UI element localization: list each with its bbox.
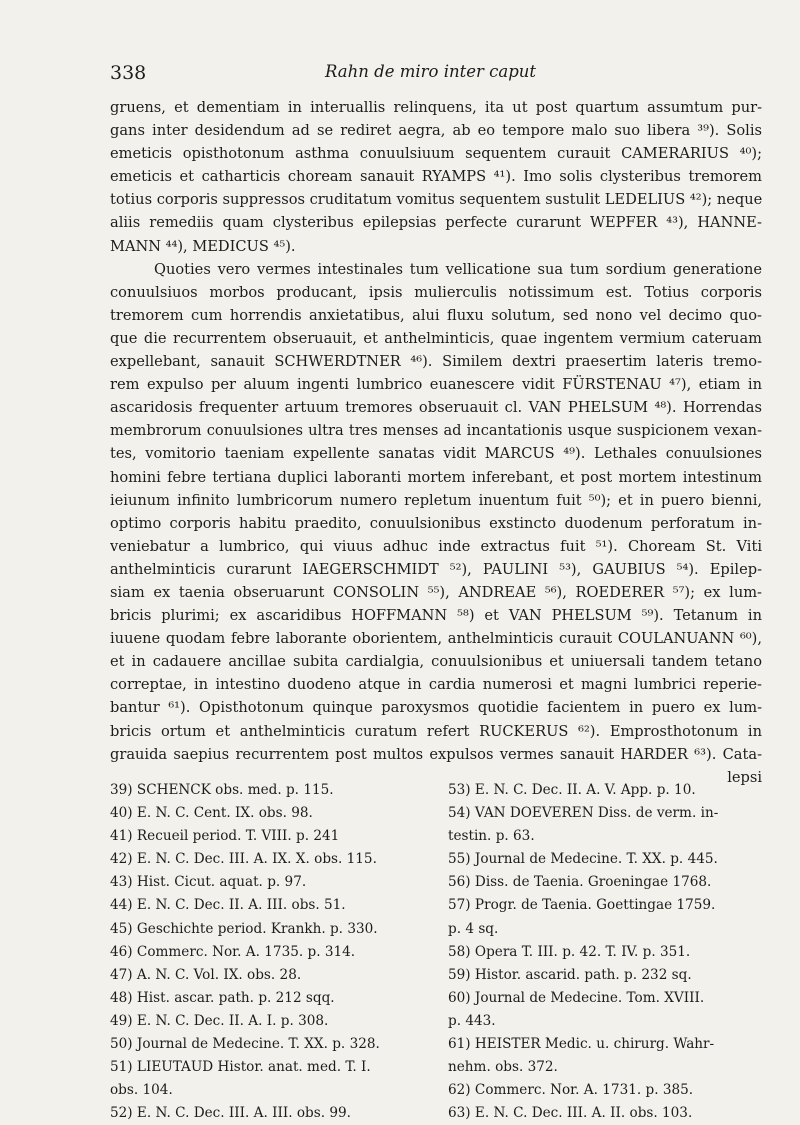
footnote: 51) LIEUTAUD Histor. anat. med. T. I.: [110, 1059, 371, 1076]
text-line: bricis plurimi; ex ascaridibus HOFFMANN ⁵⁸) et VAN PHELSUM ⁵⁹). Tetanum in: [110, 607, 762, 625]
page-header: [110, 62, 760, 92]
footnotes-left-column: [110, 779, 428, 1125]
text-line: expellebant, sanauit SCHWERDTNER ⁴⁶). Similem dextri praesertim lateris tremo-: [110, 353, 762, 371]
text-line: et in cadauere ancillae subita cardialgia, conuulsionibus et uniuersali tandem tetano: [110, 653, 762, 671]
footnote: 60) Journal de Medecine. Tom. XVIII.: [448, 989, 705, 1006]
footnote: testin. p. 63.: [448, 828, 535, 845]
footnote: 45) Geschichte period. Krankh. p. 330.: [110, 920, 378, 937]
footnote: 53) E. N. C. Dec. II. A. V. App. p. 10.: [448, 782, 696, 798]
running-title: Rahn de miro inter caput: [325, 62, 537, 81]
footnote: 54) VAN DOEVEREN Diss. de verm. in-: [448, 805, 719, 822]
footnote: 46) Commerc. Nor. A. 1735. p. 314.: [110, 943, 356, 960]
footnote: 48) Hist. ascar. path. p. 212 sqq.: [110, 989, 335, 1006]
footnote: 62) Commerc. Nor. A. 1731. p. 385.: [448, 1082, 694, 1099]
page-number: 338: [110, 62, 147, 84]
footnote: 59) Histor. ascarid. path. p. 232 sq.: [448, 966, 692, 983]
text-line: conuulsiuos morbos producant, ipsis mulierculis notissimum est. Totius corporis: [110, 283, 762, 301]
text-line: membrorum conuulsiones ultra tres menses ad incantationis usque suspicionem vexan-: [110, 422, 762, 440]
text-line: optimo corporis habitu praedito, conuulsionibus exstincto duodenum perforatum in-: [110, 514, 762, 532]
text-line: bricis ortum et anthelminticis curatum refert RUCKERUS ⁶²). Emprosthotonum in: [110, 722, 762, 740]
text-line: ieiunum infinito lumbricorum numero repletum inuentum fuit ⁵⁰); et in puero bienni,: [110, 491, 762, 509]
main-text: [110, 96, 762, 789]
footnote: 47) A. N. C. Vol. IX. obs. 28.: [110, 966, 302, 983]
footnote: 61) HEISTER Medic. u. chirurg. Wahr-: [448, 1036, 715, 1053]
text-line: MANN ⁴⁴), MEDICUS ⁴⁵).: [110, 237, 296, 255]
footnote: 52) E. N. C. Dec. III. A. III. obs. 99.: [110, 1105, 351, 1122]
text-line: grauida saepius recurrentem post multos expulsos vermes sanauit HARDER ⁶³). Cata-: [110, 745, 762, 763]
footnote: 56) Diss. de Taenia. Groeningae 1768.: [448, 874, 712, 891]
footnote: 40) E. N. C. Cent. IX. obs. 98.: [110, 805, 313, 822]
footnote: 43) Hist. Cicut. aquat. p. 97.: [110, 874, 307, 891]
footnote: p. 443.: [448, 1012, 496, 1029]
footnote: 58) Opera T. III. p. 42. T. IV. p. 351.: [448, 943, 691, 960]
text-line: ascaridosis frequenter artuum tremores obseruauit cl. VAN PHELSUM ⁴⁸). Horrendas: [110, 399, 762, 417]
footnote: 41) Recueil period. T. VIII. p. 241: [110, 828, 340, 845]
text-line: homini febre tertiana duplici laboranti mortem inferebant, et post mortem intestinum: [110, 468, 762, 486]
text-line: aliis remediis quam clysteribus epilepsias perfecte curarunt WEPFER ⁴³), HANNE-: [110, 214, 762, 232]
footnote: 39) SCHENCK obs. med. p. 115.: [110, 782, 334, 798]
text-line: correptae, in intestino duodeno atque in cardia numerosi et magni lumbrici reperie-: [110, 676, 762, 694]
text-line: iuuene quodam febre laborante oborientem, anthelminticis curauit COULANUANN ⁶⁰),: [110, 630, 762, 648]
footnote: obs. 104.: [110, 1082, 173, 1099]
text-line: veniebatur a lumbrico, qui viuus adhuc inde extractus fuit ⁵¹). Choream St. Viti: [110, 537, 762, 555]
text-line: Quoties vero vermes intestinales tum vellicatione sua tum sordium generatione: [154, 260, 762, 278]
footnote: 63) E. N. C. Dec. III. A. II. obs. 103.: [448, 1105, 693, 1122]
text-line: emeticis et catharticis choream sanauit RYAMPS ⁴¹). Imo solis clysteribus tremorem: [110, 168, 762, 186]
catchword: lepsi: [727, 768, 762, 786]
text-line: gans inter desidendum ad se rediret aegra, ab eo tempore malo suo libera ³⁹). Solis: [110, 122, 762, 140]
text-line: tes, vomitorio taeniam expellente sanatas vidit MARCUS ⁴⁹). Lethales conuulsiones: [110, 445, 762, 463]
text-line: emeticis opisthotonum asthma conuulsiuum sequentem curauit CAMERARIUS ⁴⁰);: [110, 145, 762, 163]
text-line: rem expulso per aluum ingenti lumbrico euanescere vidit FÜRSTENAU ⁴⁷), etiam in: [110, 376, 762, 394]
text-line: que die recurrentem obseruauit, et anthelminticis, quae ingentem vermium cateruam: [110, 329, 762, 347]
footnote: p. 4 sq.: [448, 920, 499, 937]
text-line: tremorem cum horrendis anxietatibus, alui fluxu solutum, sed nono vel decimo quo-: [110, 306, 762, 324]
footnote: 57) Progr. de Taenia. Goettingae 1759.: [448, 897, 716, 914]
footnote: nehm. obs. 372.: [448, 1059, 558, 1076]
footnote: 49) E. N. C. Dec. II. A. I. p. 308.: [110, 1012, 329, 1029]
footnote: 55) Journal de Medecine. T. XX. p. 445.: [448, 851, 718, 868]
text-line: bantur ⁶¹). Opisthotonum quinque paroxysmos quotidie facientem in puero ex lum-: [110, 699, 762, 717]
footnote: 44) E. N. C. Dec. II. A. III. obs. 51.: [110, 897, 346, 914]
text-line: totius corporis suppressos cruditatum vomitus sequentem sustulit LEDELIUS ⁴²); neque: [110, 191, 762, 209]
footnotes-right-column: [448, 779, 762, 1125]
footnote: 50) Journal de Medecine. T. XX. p. 328.: [110, 1036, 380, 1053]
text-line: gruens, et dementiam in interuallis relinquens, ita ut post quartum assumtum pur-: [110, 99, 762, 116]
text-line: anthelminticis curarunt IAEGERSCHMIDT ⁵²), PAULINI ⁵³), GAUBIUS ⁵⁴). Epilep-: [110, 560, 762, 578]
footnote: 42) E. N. C. Dec. III. A. IX. X. obs. 115.: [110, 851, 377, 868]
text-line: siam ex taenia obseruarunt CONSOLIN ⁵⁵), ANDREAE ⁵⁶), ROEDERER ⁵⁷); ex lum-: [110, 583, 762, 601]
